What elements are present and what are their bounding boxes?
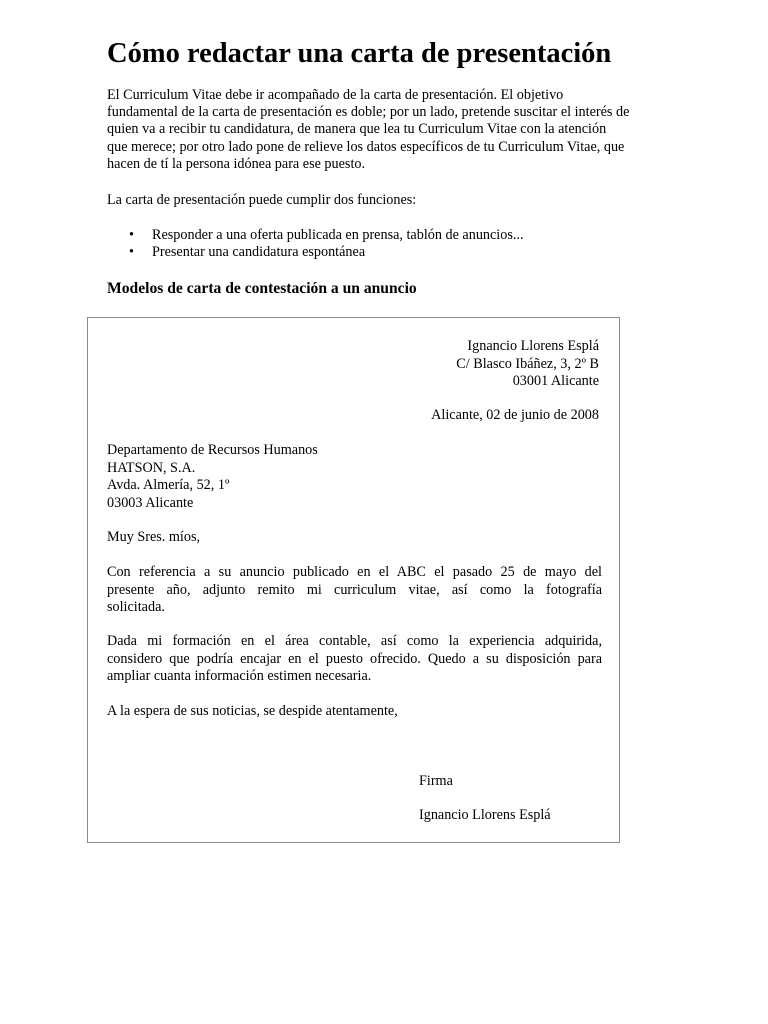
paragraph-line: presente año, adjunto remito mi curriculum vitae, así como la fotografía (107, 581, 602, 598)
paragraph-line: considero que podría encajar en el puesto ofrecido. Quedo a su disposición para (107, 650, 602, 667)
recipient-address-line: Departamento de Recursos Humanos (107, 442, 318, 458)
letter-paragraph-qualifications (107, 633, 602, 686)
recipient-address-line: HATSON, S.A. (107, 459, 196, 476)
list-item (107, 244, 524, 261)
intro-line: quien va a recibir tu candidatura, de manera que lea tu Curriculum Vitae con la atención (107, 121, 607, 138)
letter-example-box (87, 317, 620, 843)
list-item (107, 227, 524, 244)
recipient-address-line: Avda. Almería, 52, 1º (107, 477, 230, 494)
section-heading: Modelos de carta de contestación a un anuncio (107, 280, 417, 297)
paragraph-line: ampliar cuanta información estimen necesaria. (107, 668, 372, 685)
recipient-address (107, 442, 318, 512)
functions-list (107, 227, 524, 261)
paragraph-line: Con referencia a su anuncio publicado en el ABC el pasado 25 de mayo del (107, 564, 602, 580)
paragraph-line: Dada mi formación en el área contable, así como la experiencia adquirida, (107, 633, 602, 649)
sender-address (456, 338, 599, 391)
list-item-text: Presentar una candidatura espontánea (152, 244, 366, 261)
letter-paragraph-reference (107, 564, 602, 617)
recipient-address-line: 03003 Alicante (107, 494, 194, 511)
signature-label: Firma (419, 773, 453, 789)
letter-date: Alicante, 02 de junio de 2008 (431, 407, 599, 423)
sender-address-line: C/ Blasco Ibáñez, 3, 2º B (456, 355, 599, 372)
intro-line: hacen de tí la persona idónea para ese puesto. (107, 155, 366, 172)
bullet-icon: • (129, 227, 134, 243)
sender-address-line: Ignancio Llorens Esplá (467, 338, 599, 354)
signer-name: Ignancio Llorens Esplá (419, 807, 551, 823)
intro-line: El Curriculum Vitae debe ir acompañado de la carta de presentación. El objetivo (107, 87, 564, 103)
intro-line: que merece; por otro lado pone de relieve los datos específicos de tu Curriculum Vitae, que (107, 138, 625, 155)
intro-paragraph (107, 87, 667, 173)
letter-closing: A la espera de sus noticias, se despide atentamente, (107, 703, 398, 719)
functions-lead-text: La carta de presentación puede cumplir dos funciones: (107, 192, 417, 208)
intro-line: fundamental de la carta de presentación es doble; por un lado, pretende suscitar el interés de (107, 104, 630, 121)
letter-salutation: Muy Sres. míos, (107, 529, 201, 545)
list-item-text: Responder a una oferta publicada en prensa, tablón de anuncios... (152, 227, 524, 243)
sender-address-line: 03001 Alicante (512, 373, 599, 390)
paragraph-line: solicitada. (107, 599, 165, 616)
page-title: Cómo redactar una carta de presentación (107, 38, 612, 69)
bullet-icon: • (129, 244, 134, 261)
